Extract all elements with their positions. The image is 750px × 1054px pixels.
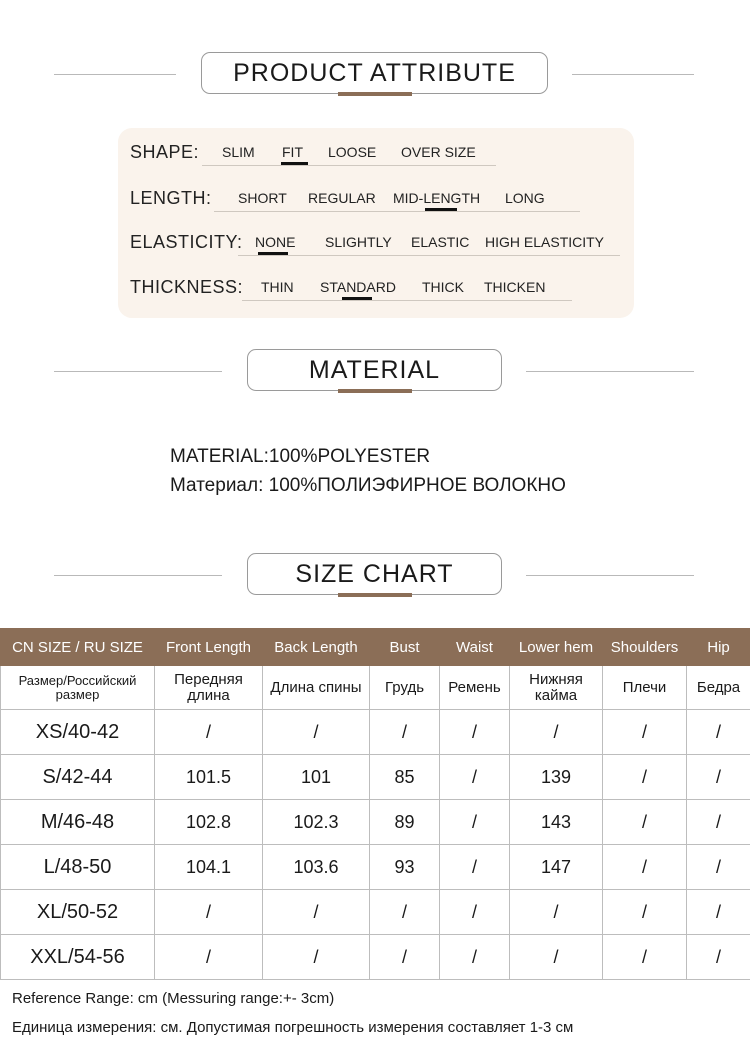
attribute-underline [214, 211, 580, 212]
table-cell: / [687, 845, 750, 890]
table-row [1, 800, 750, 845]
option-mid-length: MID-LENGTH [393, 190, 481, 206]
table-cell: / [370, 710, 440, 755]
table-cell: 102.3 [263, 800, 370, 845]
reference-note-ru: Единица измерения: см. Допустимая погрешность измерения составляет 1-3 см [12, 1019, 574, 1036]
ru-header-cell: Грудь [370, 666, 440, 710]
table-cell: / [440, 845, 510, 890]
attribute-underline [238, 255, 620, 256]
option-slightly: SLIGHTLY [325, 234, 392, 250]
table-cell: / [603, 935, 687, 980]
header-cell: Front Length [155, 629, 263, 666]
material-ru-value: 100%ПОЛИЭФИРНОЕ ВОЛОКНО [268, 475, 566, 496]
option-none: NONE [255, 234, 296, 250]
material-en-value: 100%POLYESTER [268, 446, 431, 467]
size-cell: S/42-44 [1, 755, 155, 800]
header-cell: Back Length [263, 629, 370, 666]
table-cell: / [510, 935, 603, 980]
table-row [1, 935, 750, 980]
table-cell: / [155, 890, 263, 935]
table-cell: / [603, 890, 687, 935]
divider-right [526, 575, 694, 576]
table-cell: / [370, 935, 440, 980]
divider-left [54, 371, 222, 372]
attribute-label: THICKNESS: [130, 277, 244, 297]
table-cell: / [603, 710, 687, 755]
selected-marker [425, 208, 457, 211]
heading-accent-bar [338, 389, 412, 393]
table-cell: 93 [370, 845, 440, 890]
option-high-elasticity: HIGH ELASTICITY [485, 234, 605, 250]
header-cell: CN SIZE / RU SIZE [1, 629, 155, 666]
table-header-row [1, 629, 750, 666]
option-elastic: ELASTIC [411, 234, 470, 250]
option-thin: THIN [261, 279, 294, 295]
table-cell: / [263, 935, 370, 980]
divider-right [526, 371, 694, 372]
table-row [1, 845, 750, 890]
option-regular: REGULAR [308, 190, 376, 206]
ru-header-cell: Ремень [440, 666, 510, 710]
size-cell: M/46-48 [1, 800, 155, 845]
ru-header-cell: Плечи [603, 666, 687, 710]
attribute-row-thickness [118, 265, 634, 305]
table-cell: 103.6 [263, 845, 370, 890]
divider-left [54, 575, 222, 576]
table-cell: / [603, 845, 687, 890]
table-cell: / [370, 890, 440, 935]
header-cell: Shoulders [603, 629, 687, 666]
heading-pill [247, 349, 502, 391]
header-cell: Lower hem [510, 629, 603, 666]
attribute-underline [202, 165, 496, 166]
table-cell: 89 [370, 800, 440, 845]
ru-header-cell: Размер/Российский размер [1, 666, 155, 710]
option-loose: LOOSE [328, 144, 377, 160]
table-cell: 85 [370, 755, 440, 800]
selected-marker [281, 162, 308, 165]
table-cell: / [440, 890, 510, 935]
heading-accent-bar [338, 593, 412, 597]
attribute-panel [118, 128, 634, 318]
table-cell: / [440, 710, 510, 755]
table-cell: / [603, 800, 687, 845]
option-standard: STANDARD [320, 279, 396, 295]
table-cell: / [687, 755, 750, 800]
table-cell: / [155, 935, 263, 980]
table-cell: / [687, 935, 750, 980]
selected-marker [342, 297, 372, 300]
table-cell: 104.1 [155, 845, 263, 890]
option-slim: SLIM [222, 144, 255, 160]
divider-right [572, 74, 694, 75]
attribute-row-elasticity [118, 220, 634, 260]
attribute-label: ELASTICITY: [130, 232, 243, 252]
size-table [0, 628, 750, 980]
heading-text: PRODUCT ATTRIBUTE [233, 59, 516, 87]
option-over-size: OVER SIZE [401, 144, 476, 160]
table-cell: / [155, 710, 263, 755]
option-thicken: THICKEN [484, 279, 546, 295]
table-cell: 143 [510, 800, 603, 845]
size-cell: L/48-50 [1, 845, 155, 890]
heading-pill [201, 52, 548, 94]
option-long: LONG [505, 190, 545, 206]
table-row [1, 890, 750, 935]
table-cell: 147 [510, 845, 603, 890]
ru-header-cell: Длина спины [263, 666, 370, 710]
table-cell: / [603, 755, 687, 800]
header-cell: Hip [687, 629, 750, 666]
ru-header-cell: Бедра [687, 666, 750, 710]
ru-header-cell: Нижняя кайма [510, 666, 603, 710]
size-cell: XL/50-52 [1, 890, 155, 935]
table-cell: / [263, 710, 370, 755]
option-fit: FIT [282, 144, 303, 160]
selected-marker [258, 252, 288, 255]
table-cell: / [687, 800, 750, 845]
ru-header-cell: Передняя длина [155, 666, 263, 710]
table-cell: 101 [263, 755, 370, 800]
attribute-row-shape [118, 130, 634, 170]
attribute-label: SHAPE: [130, 142, 200, 162]
size-chart-heading [0, 553, 750, 599]
heading-accent-bar [338, 92, 412, 96]
attribute-row-length [118, 176, 634, 216]
table-cell: 139 [510, 755, 603, 800]
attribute-underline [242, 300, 572, 301]
table-ru-header-row [1, 666, 750, 710]
product-attribute-heading [0, 52, 750, 98]
table-row [1, 710, 750, 755]
material-en-label: MATERIAL: [170, 446, 269, 467]
size-cell: XXL/54-56 [1, 935, 155, 980]
table-cell: / [440, 935, 510, 980]
table-cell: / [510, 890, 603, 935]
table-cell: / [687, 890, 750, 935]
size-cell: XS/40-42 [1, 710, 155, 755]
table-cell: 102.8 [155, 800, 263, 845]
heading-pill [247, 553, 502, 595]
table-cell: / [263, 890, 370, 935]
reference-note-en: Reference Range: cm (Messuring range:+- 3cm) [12, 990, 335, 1007]
attribute-label: LENGTH: [130, 188, 212, 208]
option-short: SHORT [238, 190, 287, 206]
heading-text: MATERIAL [308, 356, 441, 384]
option-thick: THICK [422, 279, 464, 295]
heading-text: SIZE CHART [295, 560, 454, 588]
table-cell: / [510, 710, 603, 755]
header-cell: Waist [440, 629, 510, 666]
material-heading [0, 349, 750, 395]
table-cell: / [687, 710, 750, 755]
header-cell: Bust [370, 629, 440, 666]
table-cell: / [440, 755, 510, 800]
material-ru [170, 475, 566, 497]
table-cell: 101.5 [155, 755, 263, 800]
material-en [170, 446, 430, 468]
divider-left [54, 74, 176, 75]
material-ru-label: Материал: [170, 475, 264, 496]
table-cell: / [440, 800, 510, 845]
table-row [1, 755, 750, 800]
